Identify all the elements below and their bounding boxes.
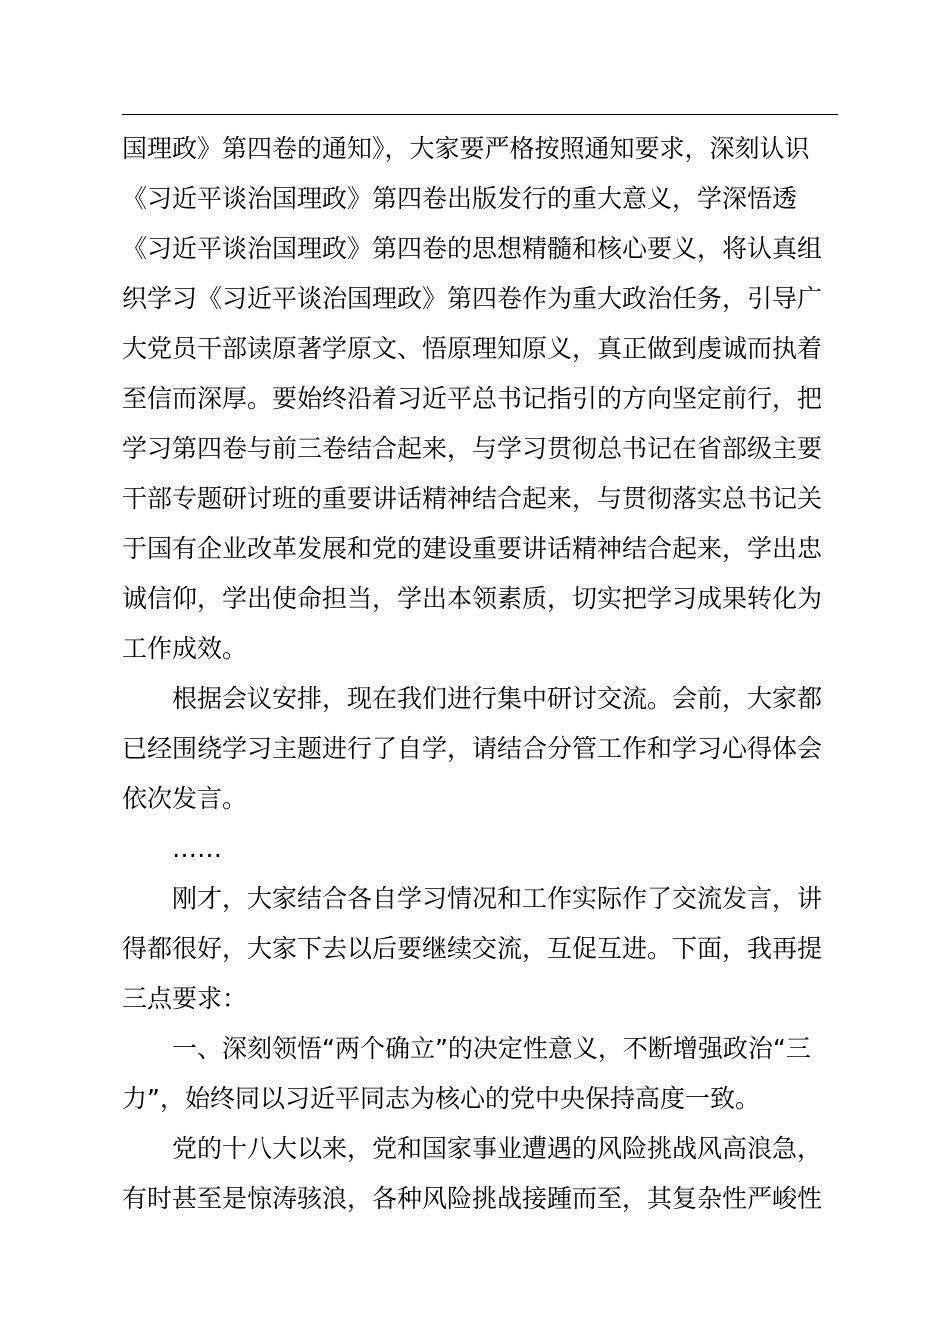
text-line: 国理政》第四卷的通知》，大家要严格按照通知要求，深刻认识 (122, 134, 810, 163)
header-rule (122, 114, 838, 115)
text-line: 《习近平谈治国理政》第四卷出版发行的重大意义，学深悟透 (122, 184, 798, 213)
text-line: 三点要求： (122, 984, 248, 1013)
text-line: 得都很好，大家下去以后要继续交流，互促互进。下面，我再提 (122, 934, 823, 963)
text-line: 至信而深厚。要始终沿着习近平总书记指引的方向坚定前行，把 (122, 384, 823, 413)
text-line: 干部专题研讨班的重要讲话精神结合起来，与贯彻落实总书记关 (122, 484, 823, 513)
text-line: 学习第四卷与前三卷结合起来，与学习贯彻总书记在省部级主要 (122, 434, 823, 463)
text-line: 依次发言。 (122, 784, 248, 813)
text-line: 有时甚至是惊涛骇浪，各种风险挑战接踵而至，其复杂性严峻性 (122, 1184, 823, 1213)
text-line: 织学习《习近平谈治国理政》第四卷作为重大政治任务，引导广 (122, 284, 823, 313)
text-line: 已经围绕学习主题进行了自学，请结合分管工作和学习心得体会 (122, 734, 823, 763)
text-line: 工作成效。 (122, 634, 248, 663)
text-line: 大党员干部读原著学原文、悟原理知原义，真正做到虔诚而执着 (122, 334, 823, 363)
paragraph-start-line: 党的十八大以来，党和国家事业遭遇的风险挑战风高浪急， (172, 1134, 823, 1163)
paragraph-start-line: 刚才，大家结合各自学习情况和工作实际作了交流发言，讲 (172, 884, 823, 913)
ellipsis-line: …… (172, 834, 222, 863)
paragraph-start-line: 根据会议安排，现在我们进行集中研讨交流。会前，大家都 (172, 684, 823, 713)
section-heading-line: 一、深刻领悟“两个确立”的决定性意义，不断增强政治“三 (172, 1034, 811, 1063)
section-heading-line: 力”，始终同以习近平同志为核心的党中央保持高度一致。 (122, 1084, 760, 1113)
text-line: 《习近平谈治国理政》第四卷的思想精髓和核心要义，将认真组 (122, 234, 823, 263)
text-line: 于国有企业改革发展和党的建设重要讲话精神结合起来，学出忠 (122, 534, 823, 563)
document-body (122, 124, 838, 1224)
text-line: 诚信仰，学出使命担当，学出本领素质，切实把学习成果转化为 (122, 584, 823, 613)
